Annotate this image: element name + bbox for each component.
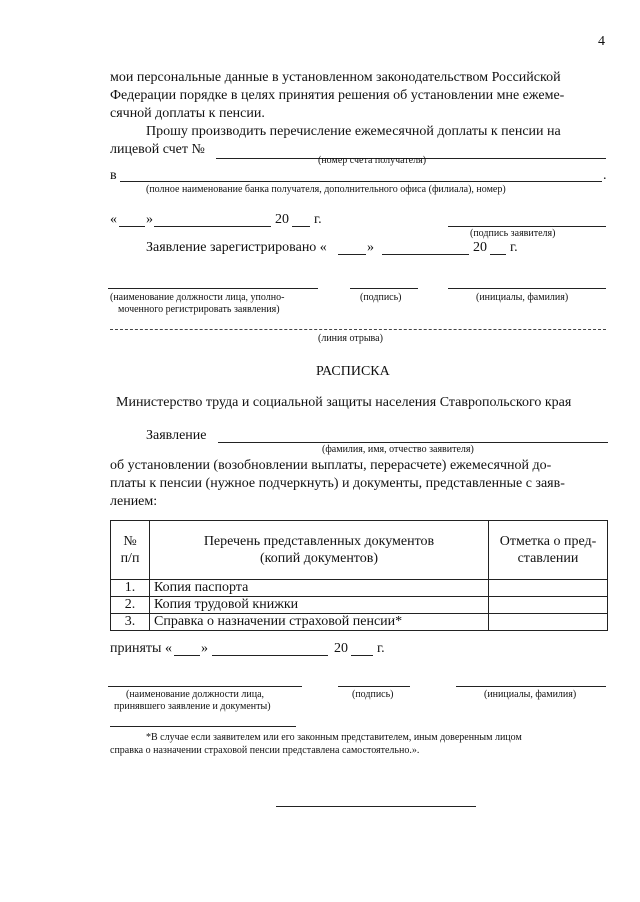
row-document: Копия паспорта (150, 580, 489, 597)
accepted-month-line[interactable] (212, 655, 328, 656)
date-day-line[interactable] (119, 226, 145, 227)
date-year-prefix: 20 (275, 212, 289, 227)
acceptor-signature-caption: (подпись) (352, 689, 394, 700)
acceptor-position-line[interactable] (108, 686, 302, 687)
acceptor-position-caption-2: принявшего заявление и документы) (114, 701, 271, 712)
ministry-name: Министерство труда и социальной защиты населения Ставропольского края (116, 395, 572, 410)
receipt-body-line-2: платы к пенсии (нужное подчеркнуть) и документы, представленные с заяв- (110, 476, 565, 491)
accepted-year-line[interactable] (351, 655, 373, 656)
accepted-year-prefix: 20 (334, 641, 348, 656)
row-num: 3. (111, 614, 150, 631)
registered-day-line[interactable] (338, 254, 366, 255)
row-document: Справка о назначении страховой пенсии* (150, 614, 489, 631)
documents-table (110, 520, 608, 631)
bank-caption: (полное наименование банка получателя, дополнительного офиса (филиала), номер) (146, 184, 506, 195)
date-month-line[interactable] (154, 226, 271, 227)
table-header-row (111, 521, 608, 580)
date-open-quote: « (110, 212, 117, 227)
registrar-position-line[interactable] (108, 288, 318, 289)
account-caption: (номер счета получателя) (318, 155, 427, 166)
row-mark-cell[interactable] (489, 597, 608, 614)
registrar-position-caption-1: (наименование должности лица, уполно- (110, 292, 285, 303)
applicant-caption: (фамилия, имя, отчество заявителя) (322, 444, 474, 455)
account-label: лицевой счет № (110, 142, 205, 157)
table-row (111, 614, 608, 631)
receipt-body-line-3: лением: (110, 494, 158, 509)
header-document-list: Перечень представленных документов (копий документов) (150, 521, 489, 580)
registrar-name-caption: (инициалы, фамилия) (476, 292, 569, 303)
registered-year-line[interactable] (490, 254, 506, 255)
accepted-year-suffix: г. (377, 641, 385, 656)
row-num: 1. (111, 580, 150, 597)
date-year-line[interactable] (292, 226, 310, 227)
intro-line-1: мои персональные данные в установленном законодательством Российской (110, 70, 561, 85)
acceptor-name-caption: (инициалы, фамилия) (484, 689, 577, 700)
registered-label: Заявление зарегистрировано « (146, 240, 327, 255)
registrar-signature-caption: (подпись) (360, 292, 402, 303)
row-mark-cell[interactable] (489, 580, 608, 597)
footnote-line-1: *В случае если заявителем или его законным представителем, иным доверенным лицом (146, 732, 522, 743)
registrar-name-line[interactable] (448, 288, 606, 289)
registered-month-line[interactable] (382, 254, 469, 255)
row-mark-cell[interactable] (489, 614, 608, 631)
accepted-close-quote: » (201, 641, 208, 656)
date-year-suffix: г. (314, 212, 322, 227)
footnote-separator (110, 726, 296, 727)
bank-name-line[interactable] (120, 181, 602, 182)
date-close-quote: » (146, 212, 153, 227)
table-row (111, 580, 608, 597)
acceptor-position-caption-1: (наименование должности лица, (126, 689, 265, 700)
receipt-body-line-1: об установлении (возобновлении выплаты, перерасчете) ежемесячной до- (110, 458, 552, 473)
accepted-label: приняты « (110, 641, 172, 656)
intro-line-3: сячной доплаты к пенсии. (110, 106, 265, 121)
row-num: 2. (111, 597, 150, 614)
row-document: Копия трудовой книжки (150, 597, 489, 614)
registered-close-quote: » (367, 240, 374, 255)
application-label: Заявление (146, 428, 207, 443)
tear-line (110, 329, 606, 330)
registrar-position-caption-2: моченного регистрировать заявления) (118, 304, 280, 315)
acceptor-signature-line[interactable] (338, 686, 410, 687)
table-row (111, 597, 608, 614)
applicant-name-line[interactable] (218, 442, 608, 443)
intro-line-2: Федерации порядке в целях принятия решения об установлении мне ежеме- (110, 88, 565, 103)
acceptor-name-line[interactable] (456, 686, 606, 687)
header-num: № п/п (111, 521, 150, 580)
registered-year-prefix: 20 (473, 240, 487, 255)
page-number: 4 (598, 34, 605, 49)
tear-line-caption: (линия отрыва) (318, 333, 383, 344)
bank-suffix: . (603, 168, 607, 183)
applicant-signature-line[interactable] (448, 226, 606, 227)
closing-line (276, 806, 476, 807)
applicant-signature-caption: (подпись заявителя) (470, 228, 556, 239)
accepted-day-line[interactable] (174, 655, 200, 656)
bank-prefix: в (110, 168, 117, 183)
registered-year-suffix: г. (510, 240, 518, 255)
receipt-title: РАСПИСКА (316, 364, 390, 379)
registrar-signature-line[interactable] (350, 288, 418, 289)
footnote-line-2: справка о назначении страховой пенсии представлена самостоятельно.». (110, 745, 420, 756)
request-line-1: Прошу производить перечисление ежемесячной доплаты к пенсии на (146, 124, 561, 139)
header-mark: Отметка о пред- ставлении (489, 521, 608, 580)
